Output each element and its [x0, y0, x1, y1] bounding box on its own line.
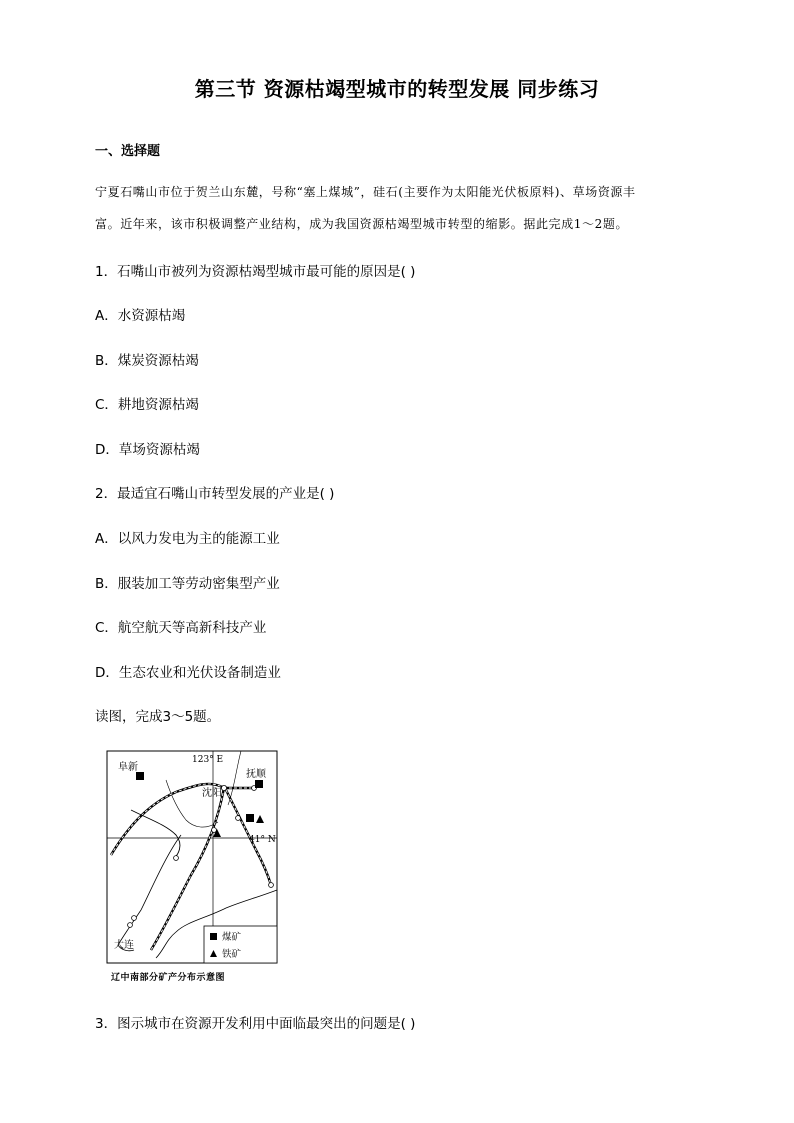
map-svg — [106, 750, 278, 982]
shenyang-dot — [221, 785, 226, 790]
coal-mine-benxi — [246, 814, 254, 822]
coal-mine-fushun — [255, 780, 263, 788]
coastal-dot-2 — [128, 923, 133, 928]
coal-mine-fuxin — [136, 772, 144, 780]
page-title: 第三节 资源枯竭型城市的转型发展 同步练习 — [194, 77, 600, 101]
benxi-dot — [236, 816, 241, 821]
coastal-dot — [132, 916, 137, 921]
legend-coal-icon — [210, 933, 217, 940]
question-2-option-d: D．生态农业和光伏设备制造业 — [95, 665, 281, 681]
label-123e: 123° E — [192, 755, 224, 765]
question-1-option-a: A．水资源枯竭 — [95, 308, 186, 324]
question-2-option-a: A．以风力发电为主的能源工业 — [95, 531, 280, 547]
label-fuxin: 阜新 — [118, 762, 138, 773]
intro-paragraph-line-2: 富。近年来，该市积极调整产业结构，成为我国资源枯竭型城市转型的缩影。据此完成1～2题。 — [95, 217, 629, 231]
yingkou-dot — [174, 856, 179, 861]
question-2-stem: 2．最适宜石嘴山市转型发展的产业是( ) — [95, 486, 335, 502]
question-1-option-b: B．煤炭资源枯竭 — [95, 353, 199, 369]
legend-coal-label: 煤矿 — [222, 932, 242, 943]
mineral-distribution-map — [106, 750, 278, 982]
question-2-option-c: C．航空航天等高新科技产业 — [95, 620, 267, 636]
map-caption: 辽中南部分矿产分布示意图 — [111, 973, 226, 983]
question-2-option-b: B．服装加工等劳动密集型产业 — [95, 576, 280, 592]
question-3-stem: 3．图示城市在资源开发利用中面临最突出的问题是( ) — [95, 1016, 416, 1032]
question-1-option-c: C．耕地资源枯竭 — [95, 397, 199, 413]
section-heading: 一、选择题 — [95, 144, 161, 159]
question-1-stem: 1．石嘴山市被列为资源枯竭型城市最可能的原因是( ) — [95, 264, 416, 280]
intro-paragraph-line-1: 宁夏石嘴山市位于贺兰山东麓，号称“塞上煤城”，硅石(主要作为太阳能光伏板原料)、草场资源丰 — [95, 185, 636, 199]
label-dalian: 大连 — [114, 940, 134, 951]
dandong-dot — [269, 883, 274, 888]
label-shenyang: 沈阳 — [202, 788, 222, 799]
label-fushun: 抚顺 — [246, 769, 266, 780]
legend-iron-label: 铁矿 — [222, 949, 242, 960]
label-41n: 41° N — [249, 835, 276, 845]
map-intro: 读图，完成3～5题。 — [95, 709, 221, 725]
question-1-option-d: D．草场资源枯竭 — [95, 442, 200, 458]
